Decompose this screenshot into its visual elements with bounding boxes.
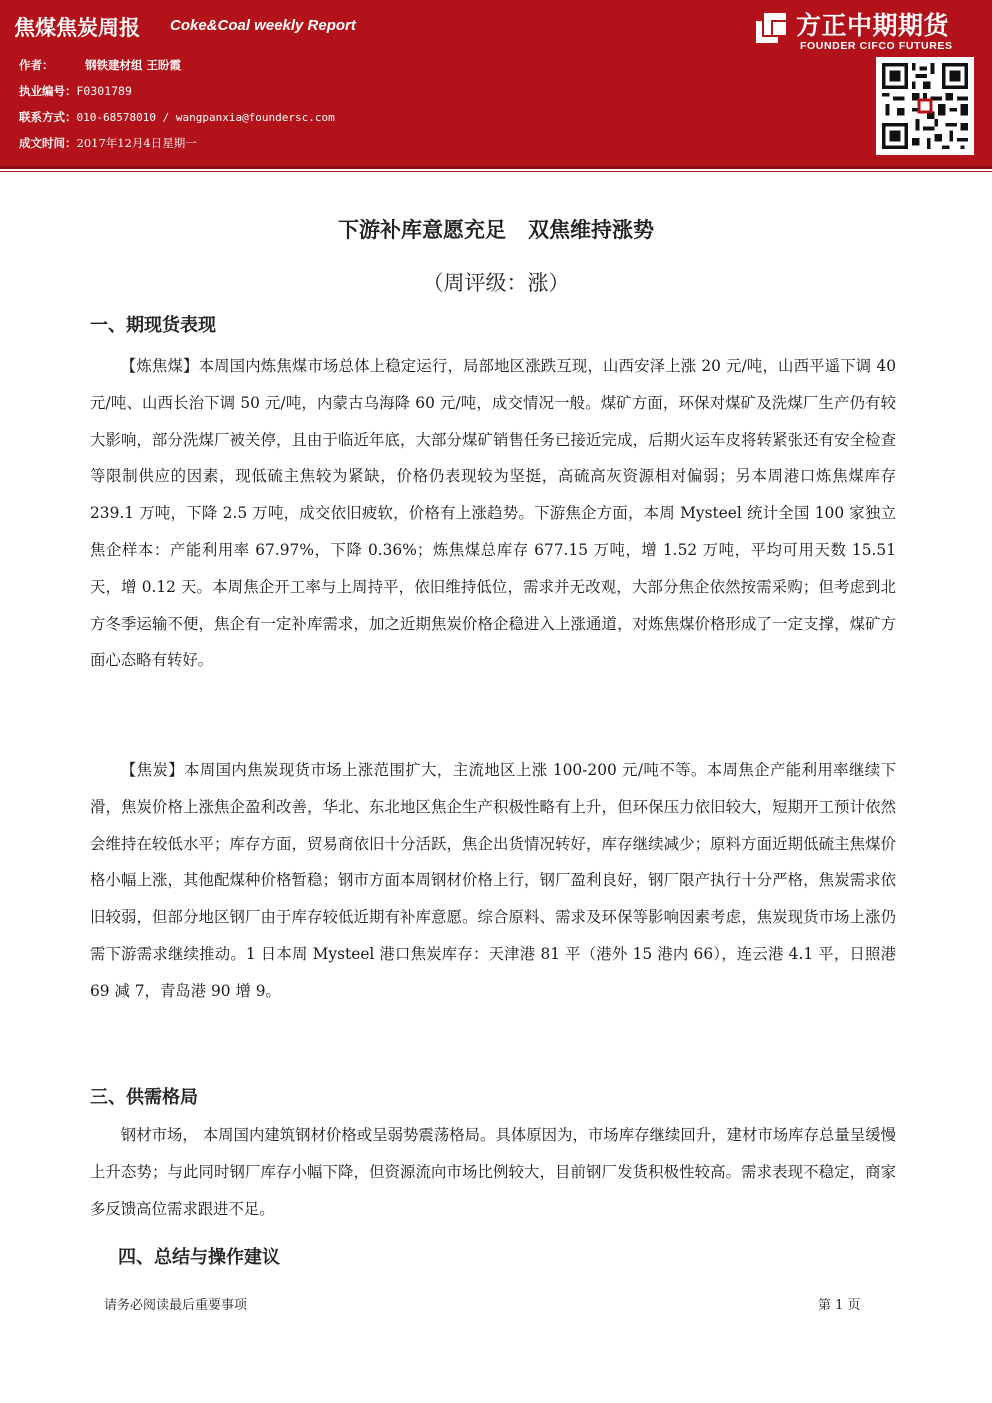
meta-author-key: 作者： xyxy=(19,58,54,72)
meta-license xyxy=(19,83,132,99)
meta-date-key: 成文时间： xyxy=(19,136,77,150)
meta-date-value: 2017年12月4日星期一 xyxy=(76,136,197,150)
section-heading-market: 一、期现货表现 xyxy=(90,315,216,336)
report-header xyxy=(0,0,992,166)
report-title: 焦煤焦炭周报 xyxy=(14,16,140,40)
company-logo-icon xyxy=(754,11,788,45)
section-heading-supply-demand: 三、供需格局 xyxy=(90,1087,198,1108)
paragraph-coking-coal: 【炼焦煤】本周国内炼焦煤市场总体上稳定运行，局部地区涨跌互现，山西安泽上涨 20 元/吨，山西平遥下调 40 元/吨、山西长治下调 50 元/吨，内蒙古乌海降 60 元/吨，成交情况一般。煤矿方面，环保对煤矿及洗煤厂生产仍有较大影响，部分洗煤厂被关停，且由于临近年底，大部分煤矿销售任务已接近完成，后期火运车皮将转紧张还有安全检查等限制供应的因素，现低硫主焦较为紧缺，价格仍表现较为坚挺，高硫高灰资源相对偏弱；另本周港口炼焦煤库存 239.1 万吨，下降 2.5 万吨，成交依旧疲软，价格有上涨趋势。下游焦企方面，本周 Mysteel 统计全国 100 家独立焦企样本：产能利用率 67.97%，下降 0.36%；炼焦煤总库存 677.15 万吨，增 1.52 万吨，平均可用天数 15.51 天，增 0.12 天。本周焦企开工率与上周持平，依旧维持低位，需求并无改观，大部分焦企依然按需采购；但考虑到北方冬季运输不便，焦企有一定补库需求，加之近期焦炭价格企稳进入上涨通道，对炼焦煤价格形成了一定支撑，煤矿方面心态略有转好。 xyxy=(90,357,896,670)
qr-code-icon xyxy=(876,57,974,155)
meta-contact xyxy=(19,109,335,125)
meta-contact-key: 联系方式： xyxy=(19,110,77,124)
header-divider-thin xyxy=(0,171,992,172)
meta-license-value: F0301789 xyxy=(76,84,132,98)
footer-disclaimer: 请务必阅读最后重要事项 xyxy=(104,1298,248,1313)
section-heading-summary: 四、总结与操作建议 xyxy=(118,1247,280,1268)
meta-date xyxy=(19,135,197,151)
report-title-en: Coke&Coal weekly Report xyxy=(170,17,356,34)
paragraph-steel-market: 钢材市场， 本周国内建筑钢材价格或呈弱势震荡格局。具体原因为，市场库存继续回升，建材市场库存总量呈缓慢上升态势；与此同时钢厂库存小幅下降，但资源流向市场比例较大，目前钢厂发货积极性较高。需求表现不稳定，商家多反馈高位需求跟进不足。 xyxy=(90,1126,896,1218)
weekly-rating: （周评级：涨） xyxy=(422,271,570,295)
company-name-cn: 方正中期期货 xyxy=(796,11,950,40)
company-name-en: FOUNDER CIFCO FUTURES xyxy=(800,40,953,52)
page-number: 第 1 页 xyxy=(818,1298,861,1313)
meta-license-key: 执业编号： xyxy=(19,84,77,98)
meta-author-value: 钢铁建材组 王盼霞 xyxy=(85,58,182,72)
paragraph-coke: 【焦炭】本周国内焦炭现货市场上涨范围扩大，主流地区上涨 100-200 元/吨不等。本周焦企产能利用率继续下滑，焦炭价格上涨焦企盈利改善，华北、东北地区焦企生产积极性略有上升，但环保压力依旧较大，短期开工预计依然会维持在较低水平；库存方面，贸易商依旧十分活跃，焦企出货情况转好，库存继续减少；原料方面近期低硫主焦煤价格小幅上涨，其他配煤种价格暂稳；钢市方面本周钢材价格上行，钢厂盈利良好，钢厂限产执行十分严格，焦炭需求依旧较弱，但部分地区钢厂由于库存较低近期有补库意愿。综合原料、需求及环保等影响因素考虑，焦炭现货市场上涨仍需下游需求继续推动。1 日本周 Mysteel 港口焦炭库存：天津港 81 平（港外 15 港内 66），连云港 4.1 平，日照港 69 减 7，青岛港 90 增 9。 xyxy=(90,761,896,1000)
document-title: 下游补库意愿充足 双焦维持涨势 xyxy=(338,218,654,242)
meta-author xyxy=(19,57,181,73)
header-divider xyxy=(0,166,992,169)
meta-contact-value: 010-68578010 / wangpanxia@foundersc.com xyxy=(76,111,335,124)
